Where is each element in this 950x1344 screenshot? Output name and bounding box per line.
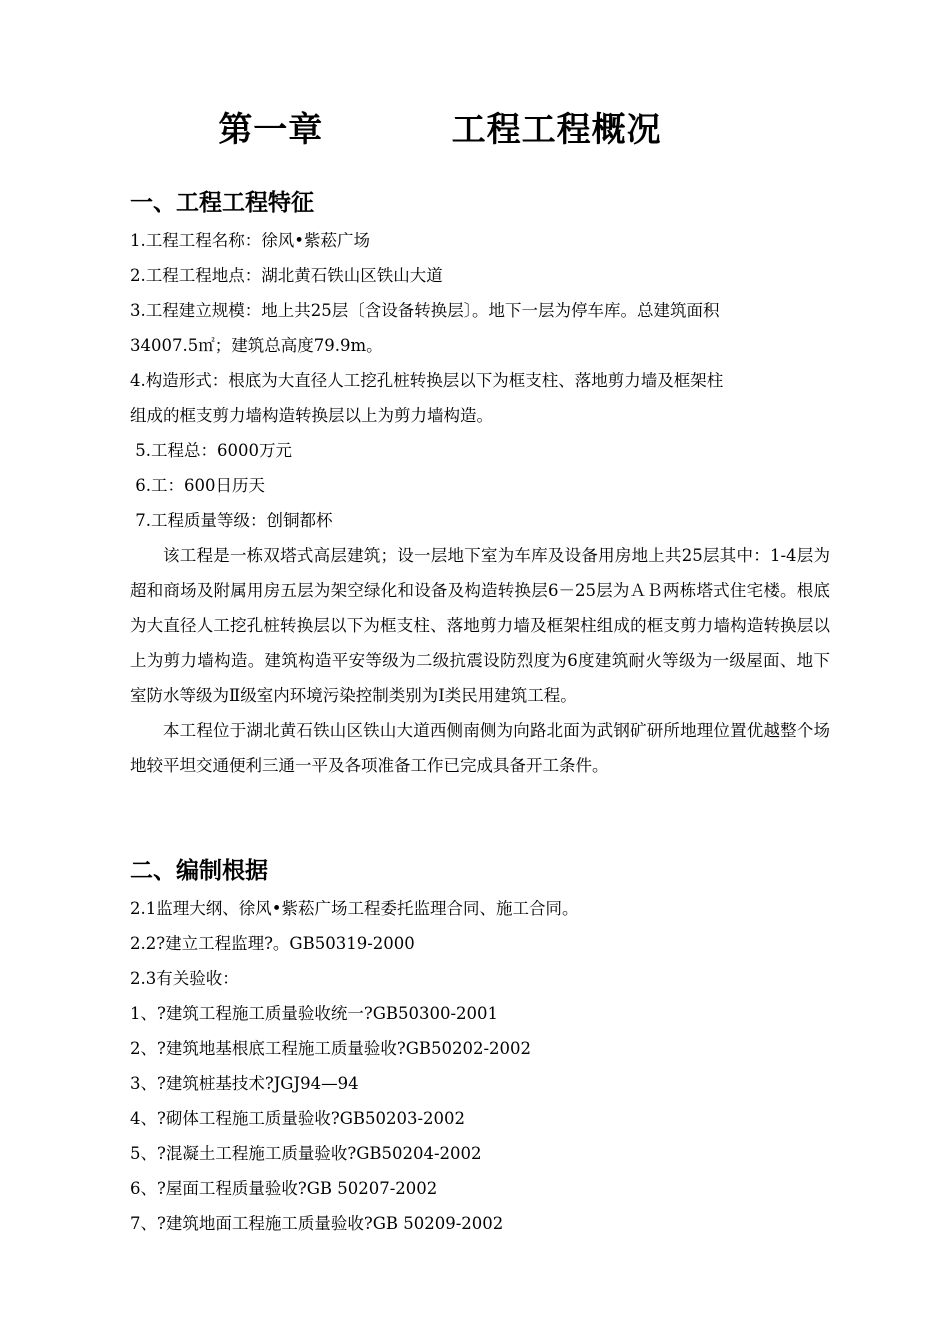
standard-item: 7、?建筑地面工程施工质量验收?GB 50209-2002: [130, 1214, 504, 1233]
project-description-paragraph: 该工程是一栋双塔式高层建筑；设一层地下室为车库及设备用房地上共25层其中：1-4层为超和商场及附属用房五层为架空绿化和设备及构造转换层6－25层为ＡＢ两栋塔式住宅楼。根底为大直径人工挖孔桩转换层以下为框支柱、落地剪力墙及框架柱组成的框支剪力墙构造转换层以上为剪力墙构造。建筑构造平安等级为二级抗震设防烈度为6度建筑耐火等级为一级屋面、地下室防水等级为Ⅱ级室内环境污染控制类别为Ⅰ类民用建筑工程。: [130, 546, 830, 705]
standard-item: 3、?建筑桩基技术?JGJ94—94: [130, 1074, 359, 1093]
project-name-line: 1.工程工程名称：徐风•紫菘广场: [130, 231, 370, 250]
project-total-line: 5.工程总：6000万元: [130, 441, 292, 460]
section-body-project-features: [130, 223, 830, 783]
structure-form-line: 4.构造形式：根底为大直径人工挖孔桩转换层以下为框支柱、落地剪力墙及框架柱: [130, 371, 724, 390]
quality-grade-line: 7.工程质量等级：创铜都杯: [130, 511, 333, 530]
basis-item: 2.1监理大纲、徐风•紫菘广场工程委托监理合同、施工合同。: [130, 899, 579, 918]
standard-item: 1、?建筑工程施工质量验收统一?GB50300-2001: [130, 1004, 499, 1023]
standard-item: 4、?砌体工程施工质量验收?GB50203-2002: [130, 1109, 466, 1128]
project-location-line: 2.工程工程地点：湖北黄石铁山区铁山大道: [130, 266, 443, 285]
structure-form-line-cont: 组成的框支剪力墙构造转换层以上为剪力墙构造。: [130, 406, 493, 425]
standard-item: 5、?混凝土工程施工质量验收?GB50204-2002: [130, 1144, 482, 1163]
standard-item: 2、?建筑地基根底工程施工质量验收?GB50202-2002: [130, 1039, 532, 1058]
basis-item: 2.3有关验收：: [130, 969, 239, 988]
basis-item: 2.2?建立工程监理?。GB50319-2000: [130, 934, 415, 953]
chapter-title: 第一章 工程工程概况: [218, 110, 662, 150]
section-heading-basis: 二、编制根据: [130, 858, 268, 884]
construction-scale-line-cont: 34007.5㎡；建筑总高度79.9m。: [130, 336, 383, 355]
construction-scale-line: 3.工程建立规模：地上共25层〔含设备转换层〕。地下一层为停车库。总建筑面积: [130, 301, 720, 320]
project-location-paragraph: 本工程位于湖北黄石铁山区铁山大道西侧南侧为向路北面为武钢矿研所地理位置优越整个场地较平坦交通便利三通一平及各项准备工作已完成具备开工条件。: [130, 721, 830, 775]
standard-item: 6、?屋面工程质量验收?GB 50207-2002: [130, 1179, 438, 1198]
duration-line: 6.工：600日历天: [130, 476, 265, 495]
section-heading-project-features: 一、工程工程特征: [130, 190, 314, 216]
section-body-basis: [130, 891, 830, 1241]
